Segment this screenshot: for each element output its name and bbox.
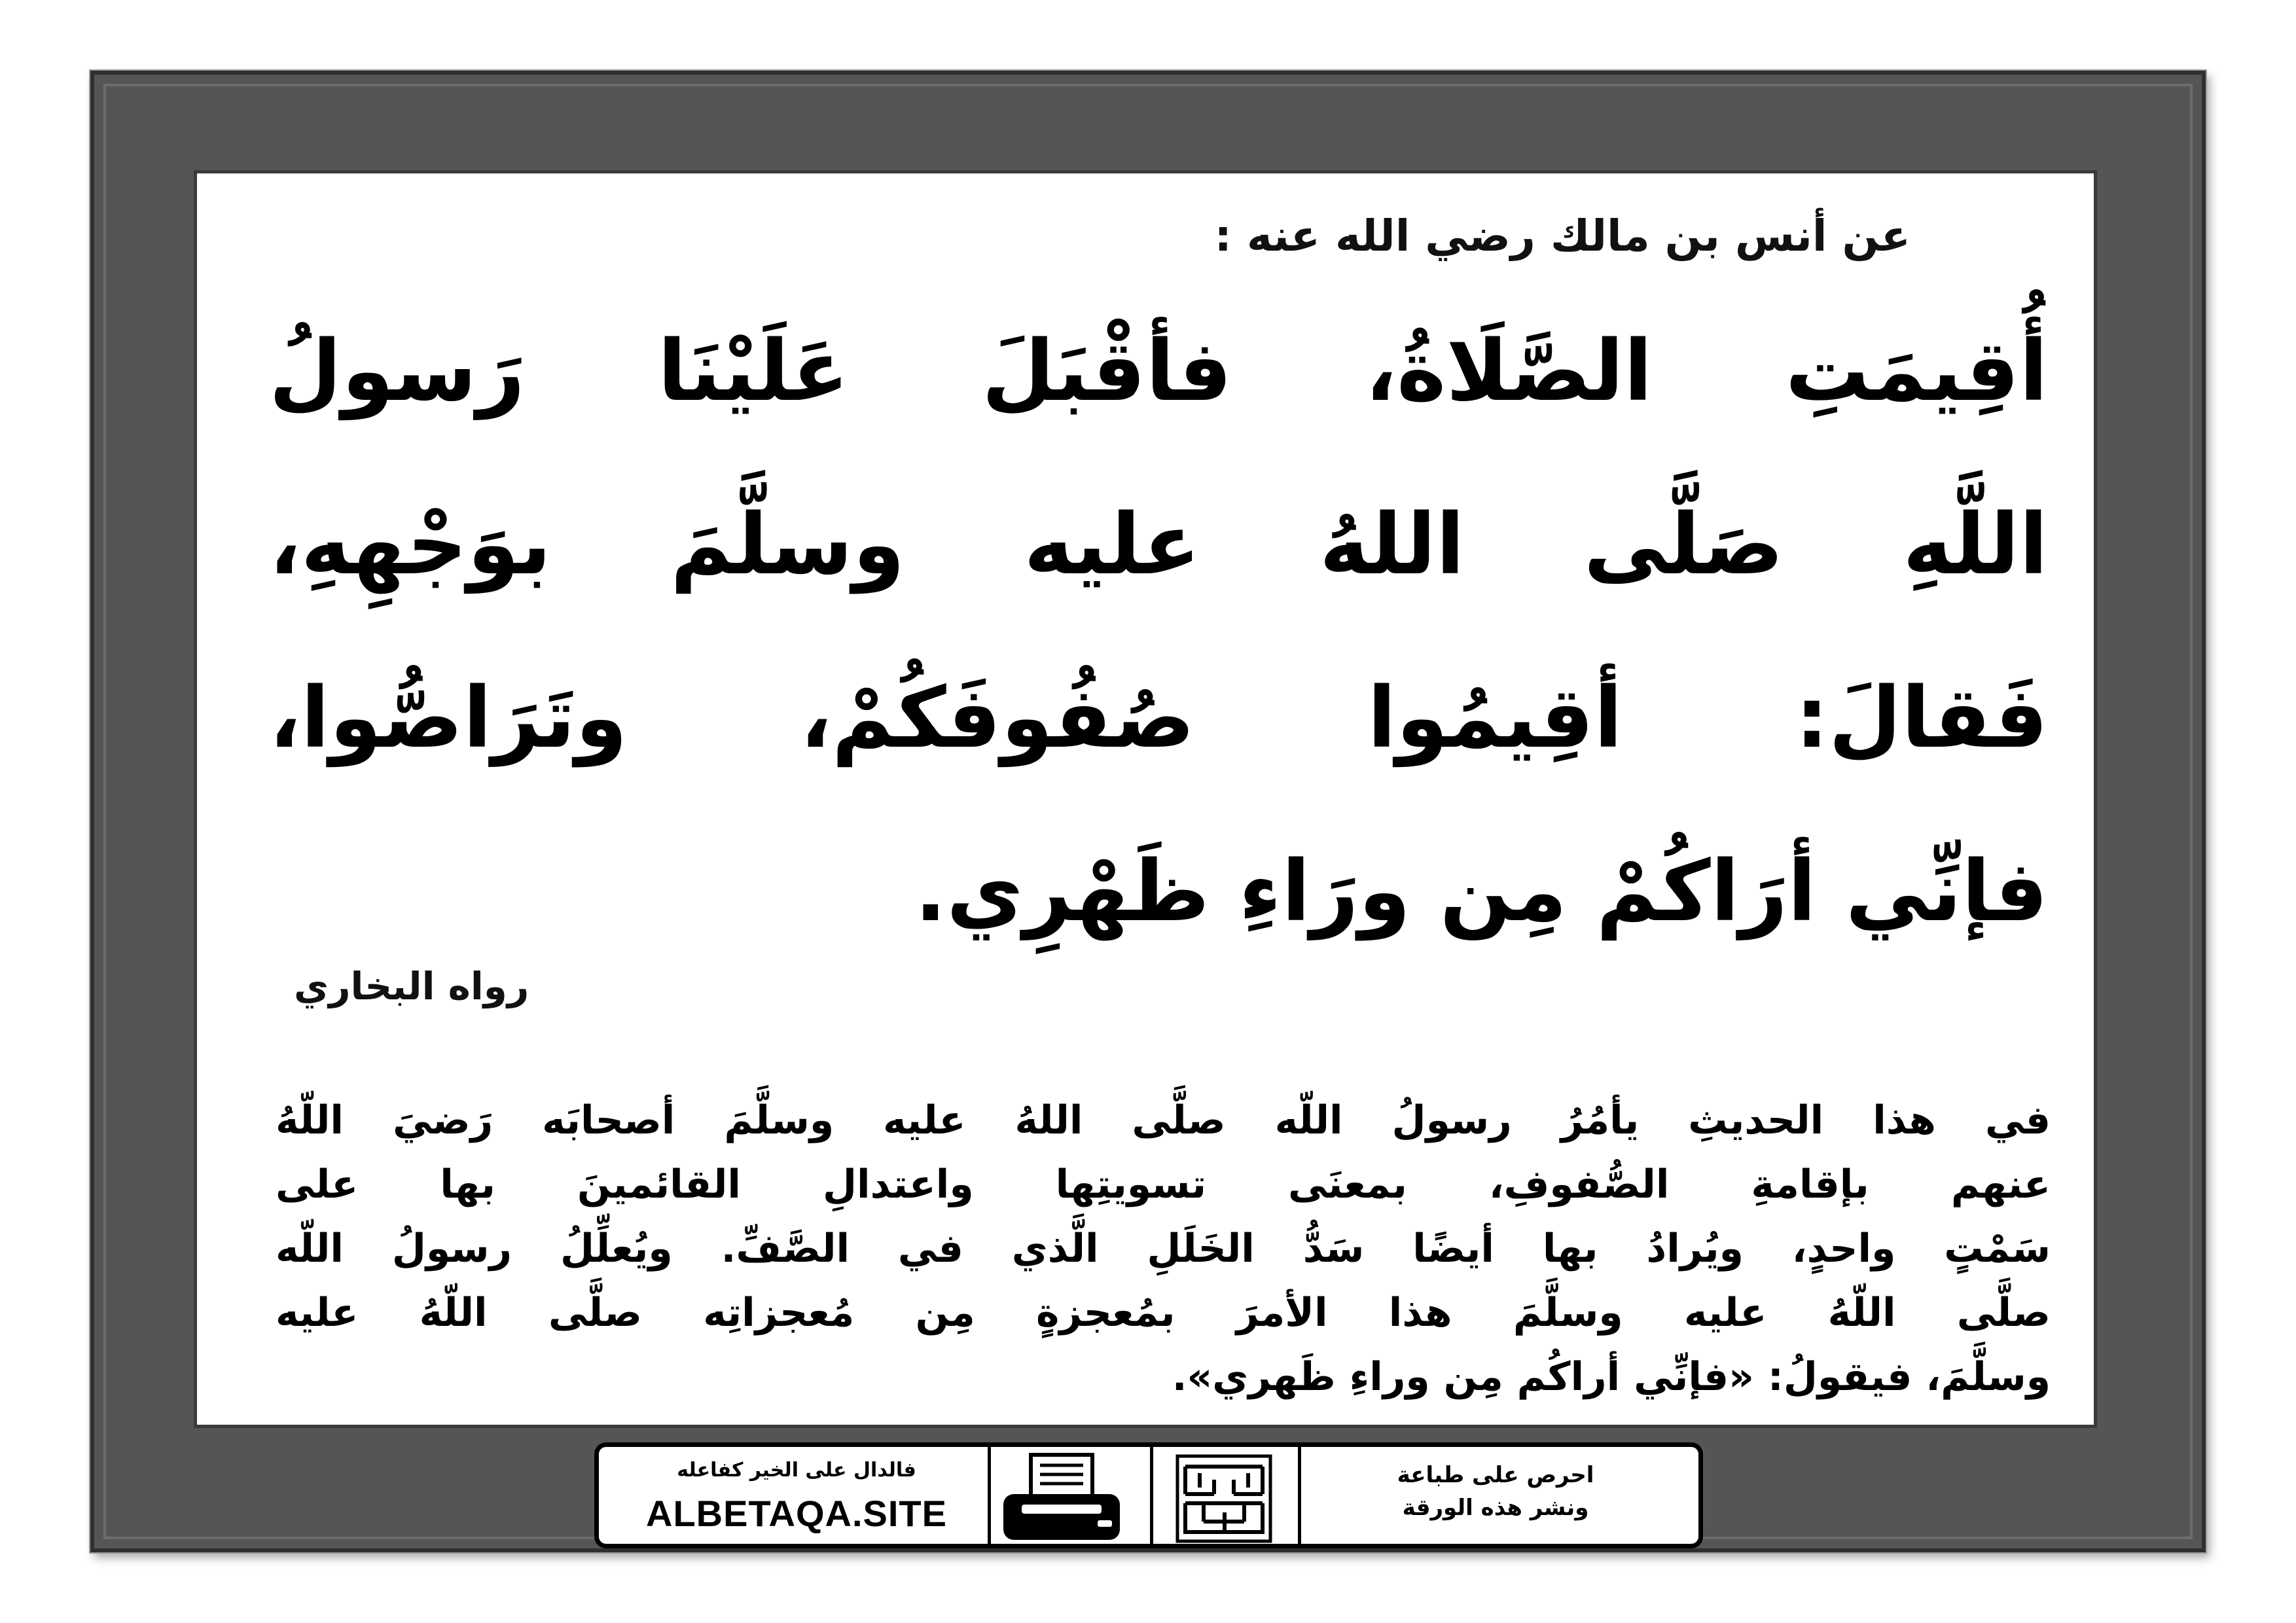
commentary-text [276,1088,2051,1409]
hadith-text [269,285,2048,978]
content-panel [194,170,2097,1428]
site-link[interactable]: ALBETAQA.SITE [646,1493,947,1534]
hadith-line: أُقِيمَتِ الصَّلَاةُ، فأقْبَلَ عَلَيْنَا رَسولُ [269,323,2048,420]
hadith-line: فَقالَ: أقِيمُوا صُفُوفَكُمْ، وتَرَاصُّوا، [269,669,2048,767]
hadith-source: رواه البخاري [294,964,529,1008]
albetaqa-logo-icon [1175,1454,1273,1544]
commentary-line: في هذا الحديثِ يأمُرُ رسولُ اللّه صلَّى اللهُ عليه وسلَّمَ أصحابَه رَضيَ اللّهُ [276,1097,2051,1143]
hadith-line: اللَّهِ صَلَّى اللهُ عليه وسلَّمَ بوَجْهِهِ، [269,496,2048,594]
site-block [613,1459,980,1532]
commentary-line: صلَّى اللّهُ عليه وسلَّمَ هذا الأمرَ بمُعجزةٍ مِن مُعجزاتِه صلَّى اللّهُ عليه [276,1290,2051,1336]
printer-icon [999,1452,1124,1544]
commentary-line: عنهم بإقامةِ الصُّفوفِ، بمعنَى تسويتِها واعتدالِ القائمينَ بها على [276,1162,2051,1207]
banner-divider [988,1447,991,1544]
banner-divider [1298,1447,1301,1544]
call-line-1: احرص على طباعة [1397,1462,1594,1488]
banner-tagline: فالدال على الخير كفاعله [677,1459,916,1482]
banner-divider [1150,1447,1153,1544]
hadith-line: فإنِّي أرَاكُمْ مِن ورَاءِ ظَهْرِي. [914,843,2048,940]
narrator-line: عن أنس بن مالك رضي الله عنه : [1214,211,1910,261]
commentary-line: سَمْتٍ واحدٍ، ويُرادُ بها أيضًا سَدُّ الخَلَلِ الَّذي في الصَّفِّ. ويُعلِّلُ رسولُ اللّه [276,1226,2051,1272]
call-line-2: ونشر هذه الورقة [1402,1495,1589,1521]
footer-banner [594,1442,1703,1548]
commentary-line: وسلَّمَ، فيقولُ: «فإنِّي أراكُم مِن وراءِ ظَهري». [1172,1354,2051,1400]
call-to-action [1312,1459,1679,1532]
